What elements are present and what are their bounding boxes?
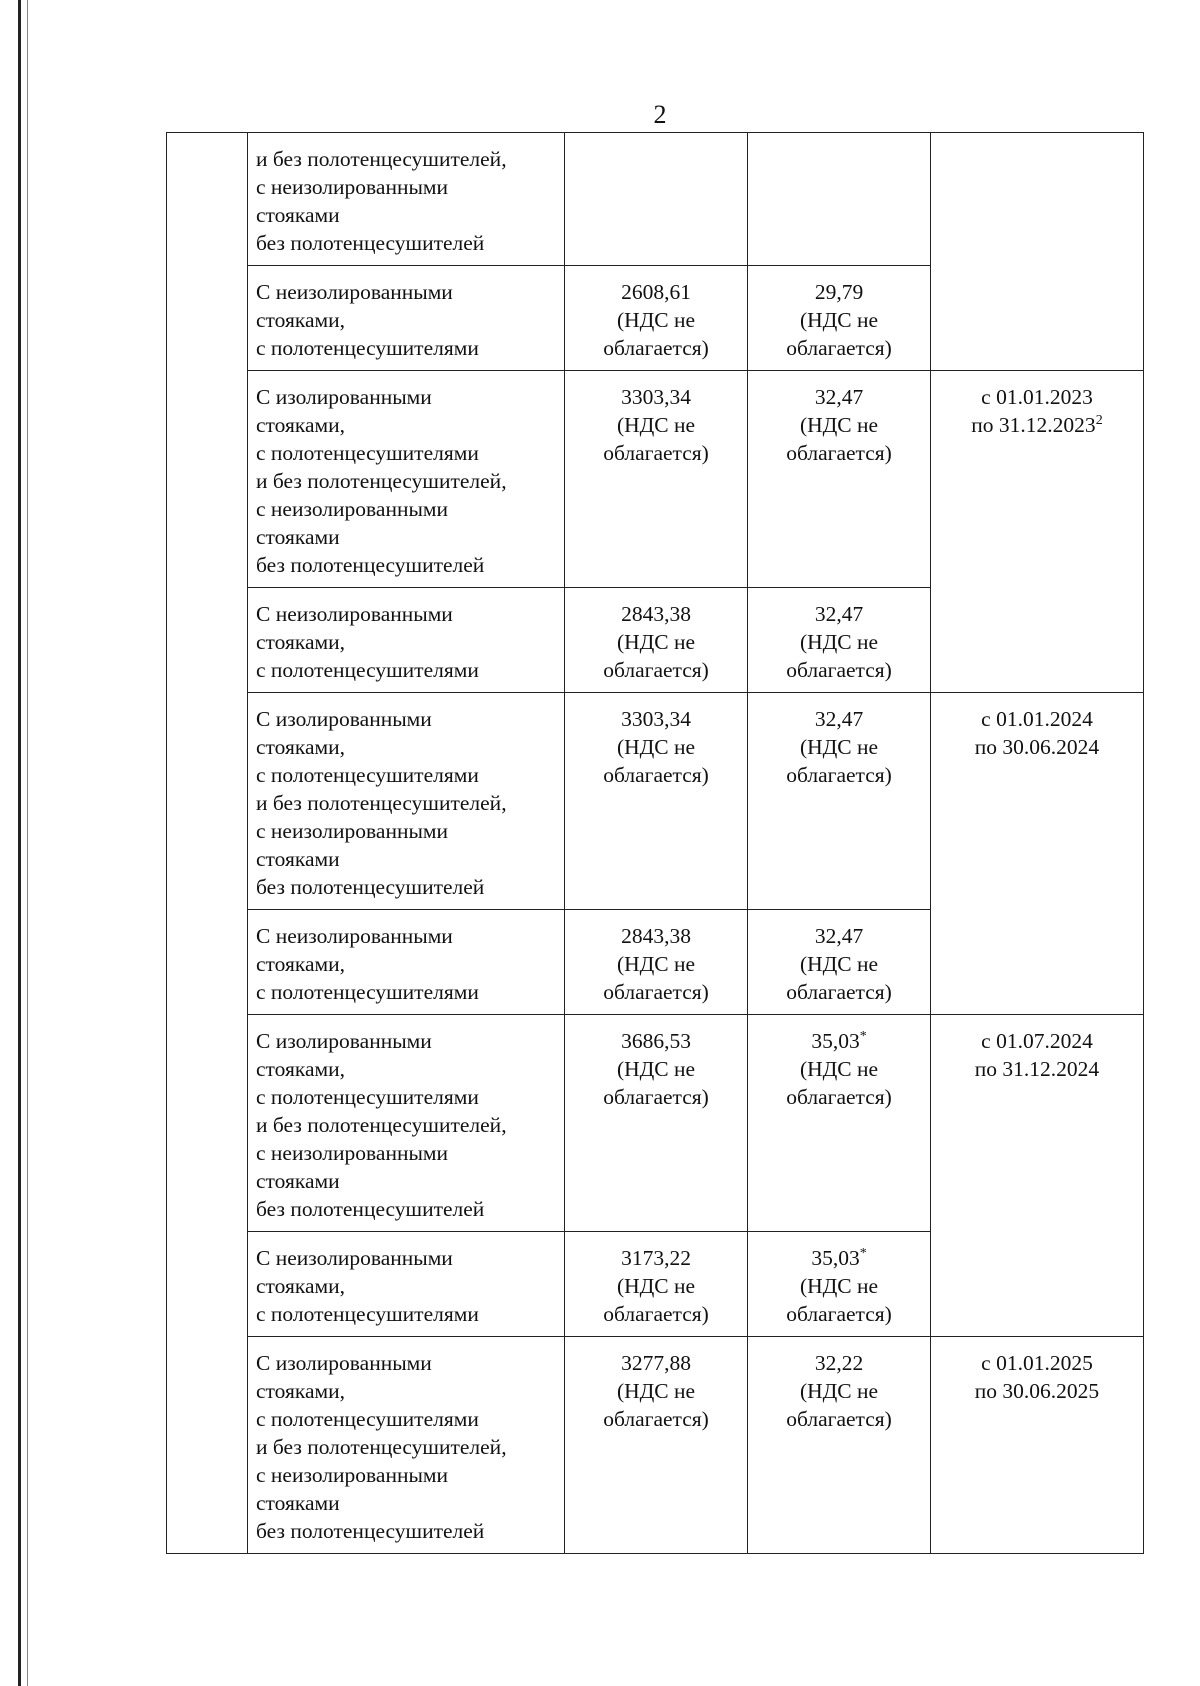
cell-line: с полотенцесушителями bbox=[256, 980, 479, 1004]
footnote-mark: * bbox=[859, 1245, 867, 1261]
cell-line: с полотенцесушителями bbox=[256, 336, 479, 360]
table-row bbox=[167, 133, 1144, 266]
cell-line: облагается) bbox=[786, 336, 892, 360]
cell-line: с полотенцесушителями bbox=[256, 1407, 479, 1431]
cell-line: по 31.12.2024 bbox=[974, 1057, 1100, 1081]
cell-line: (НДС не bbox=[616, 952, 696, 976]
page-number: 2 bbox=[653, 100, 667, 129]
tariff-price-cell bbox=[565, 1232, 748, 1337]
cell-line: 3173,22 bbox=[621, 1246, 691, 1270]
cell-line: с полотенцесушителями bbox=[256, 441, 479, 465]
cell-line: облагается) bbox=[786, 658, 892, 682]
cell-line: 32,22 bbox=[814, 1351, 864, 1375]
cell-line: С изолированными bbox=[256, 707, 432, 731]
cell-line: облагается) bbox=[786, 1085, 892, 1109]
cell-line: облагается) bbox=[786, 441, 892, 465]
footnote-mark: * bbox=[859, 1028, 867, 1044]
cell-line: облагается) bbox=[786, 763, 892, 787]
tariff-price-cell bbox=[565, 693, 748, 910]
cell-line: стояками, bbox=[256, 735, 346, 759]
tariff-price-cell bbox=[565, 371, 748, 588]
footnote-mark: 2 bbox=[1095, 412, 1103, 428]
cell-line: облагается) bbox=[603, 441, 709, 465]
norm-value-cell bbox=[748, 133, 931, 266]
cell-line: (НДС не bbox=[616, 308, 696, 332]
cell-line: С изолированными bbox=[256, 1029, 432, 1053]
cell-line: с 01.07.2024 bbox=[981, 1029, 1093, 1053]
cell-line: (НДС не bbox=[616, 630, 696, 654]
cell-line: облагается) bbox=[603, 658, 709, 682]
validity-period-cell bbox=[931, 693, 1144, 1015]
scan-edge-line bbox=[18, 0, 21, 1686]
cell-line: 2843,38 bbox=[621, 602, 691, 626]
tariff-price-cell bbox=[565, 266, 748, 371]
description-cell bbox=[248, 133, 565, 266]
tariff-price-cell bbox=[565, 133, 748, 266]
tariff-price-cell bbox=[565, 1015, 748, 1232]
cell-line: 32,47 bbox=[814, 602, 864, 626]
cell-line: (НДС не bbox=[616, 413, 696, 437]
cell-line: стояками, bbox=[256, 952, 346, 976]
cell-line: и без полотенцесушителей, bbox=[256, 791, 507, 815]
cell-line: 29,79 bbox=[814, 280, 864, 304]
cell-line: 35,03* bbox=[811, 1245, 867, 1270]
cell-line: и без полотенцесушителей, bbox=[256, 1113, 507, 1137]
norm-value-cell bbox=[748, 1015, 931, 1232]
description-cell bbox=[248, 910, 565, 1015]
cell-line: по 30.06.2025 bbox=[974, 1379, 1100, 1403]
cell-line: с 01.01.2025 bbox=[981, 1351, 1093, 1375]
cell-line: С неизолированными bbox=[256, 602, 453, 626]
cell-line: 2608,61 bbox=[621, 280, 691, 304]
description-cell bbox=[248, 1337, 565, 1554]
cell-line: 3303,34 bbox=[621, 707, 691, 731]
description-cell bbox=[248, 1015, 565, 1232]
cell-line: стояками, bbox=[256, 1057, 346, 1081]
cell-line: 32,47 bbox=[814, 385, 864, 409]
table-row bbox=[167, 1015, 1144, 1232]
cell-line: с неизолированными bbox=[256, 1141, 449, 1165]
cell-line: (НДС не bbox=[799, 1379, 879, 1403]
cell-line: (НДС не bbox=[616, 1274, 696, 1298]
cell-line: стояками, bbox=[256, 1274, 346, 1298]
cell-line: (НДС не bbox=[799, 413, 879, 437]
cell-line: 3303,34 bbox=[621, 385, 691, 409]
cell-line: по 30.06.2024 bbox=[974, 735, 1100, 759]
cell-line: 3277,88 bbox=[621, 1351, 691, 1375]
validity-period-cell bbox=[931, 1337, 1144, 1554]
description-cell bbox=[248, 1232, 565, 1337]
norm-value-cell bbox=[748, 371, 931, 588]
cell-line: (НДС не bbox=[799, 308, 879, 332]
cell-line: облагается) bbox=[603, 1407, 709, 1431]
tariff-price-cell bbox=[565, 910, 748, 1015]
cell-line: с неизолированными bbox=[256, 497, 449, 521]
description-cell bbox=[248, 371, 565, 588]
description-cell bbox=[248, 588, 565, 693]
cell-line: (НДС не bbox=[616, 735, 696, 759]
cell-line: 2843,38 bbox=[621, 924, 691, 948]
cell-line: без полотенцесушителей bbox=[256, 1519, 485, 1543]
cell-line: (НДС не bbox=[616, 1379, 696, 1403]
cell-line: облагается) bbox=[603, 1085, 709, 1109]
cell-line: с полотенцесушителями bbox=[256, 1085, 479, 1109]
cell-line: 35,03* bbox=[811, 1028, 867, 1053]
cell-line: и без полотенцесушителей, bbox=[256, 469, 507, 493]
cell-line: с полотенцесушителями bbox=[256, 1302, 479, 1326]
cell-line: (НДС не bbox=[799, 1057, 879, 1081]
cell-line: без полотенцесушителей bbox=[256, 553, 485, 577]
cell-line: 32,47 bbox=[814, 707, 864, 731]
cell-line: с полотенцесушителями bbox=[256, 658, 479, 682]
cell-line: С неизолированными bbox=[256, 1246, 453, 1270]
cell-line: с 01.01.2023 bbox=[981, 385, 1093, 409]
cell-line: (НДС не bbox=[799, 735, 879, 759]
norm-value-cell bbox=[748, 910, 931, 1015]
cell-line: облагается) bbox=[786, 1302, 892, 1326]
norm-value-cell bbox=[748, 1232, 931, 1337]
cell-line: облагается) bbox=[786, 980, 892, 1004]
cell-line: 32,47 bbox=[814, 924, 864, 948]
cell-line: стояками bbox=[256, 1169, 340, 1193]
tariff-table-body bbox=[167, 133, 1144, 1554]
cell-line: облагается) bbox=[603, 763, 709, 787]
cell-line: (НДС не bbox=[799, 630, 879, 654]
cell-line: облагается) bbox=[786, 1407, 892, 1431]
cell-line: С неизолированными bbox=[256, 280, 453, 304]
norm-value-cell bbox=[748, 266, 931, 371]
cell-line: с 01.01.2024 bbox=[981, 707, 1093, 731]
cell-line: стояками, bbox=[256, 413, 346, 437]
cell-line: стояками, bbox=[256, 1379, 346, 1403]
tariff-table bbox=[166, 132, 1144, 1554]
cell-line: и без полотенцесушителей, bbox=[256, 1435, 507, 1459]
row-number-cell bbox=[167, 133, 248, 1554]
tariff-price-cell bbox=[565, 588, 748, 693]
description-cell bbox=[248, 266, 565, 371]
cell-line: С изолированными bbox=[256, 1351, 432, 1375]
cell-line: стояками bbox=[256, 525, 340, 549]
table-row bbox=[167, 371, 1144, 588]
cell-line: стояками bbox=[256, 847, 340, 871]
cell-line: без полотенцесушителей bbox=[256, 231, 485, 255]
cell-line: облагается) bbox=[603, 1302, 709, 1326]
cell-line: без полотенцесушителей bbox=[256, 1197, 485, 1221]
cell-line: с неизолированными bbox=[256, 819, 449, 843]
description-cell bbox=[248, 693, 565, 910]
cell-line: и без полотенцесушителей, bbox=[256, 147, 507, 171]
scan-edge-line-secondary bbox=[27, 0, 28, 1686]
cell-line: С неизолированными bbox=[256, 924, 453, 948]
cell-line: облагается) bbox=[603, 980, 709, 1004]
cell-line: по 31.12.2023$^2$ bbox=[971, 412, 1103, 437]
norm-value-cell bbox=[748, 588, 931, 693]
cell-line: стояками bbox=[256, 203, 340, 227]
validity-period-cell bbox=[931, 1015, 1144, 1337]
cell-line: С изолированными bbox=[256, 385, 432, 409]
cell-line: с полотенцесушителями bbox=[256, 763, 479, 787]
cell-line: (НДС не bbox=[616, 1057, 696, 1081]
cell-line: стояками bbox=[256, 1491, 340, 1515]
cell-line: облагается) bbox=[603, 336, 709, 360]
cell-line: с неизолированными bbox=[256, 175, 449, 199]
cell-line: стояками, bbox=[256, 630, 346, 654]
norm-value-cell bbox=[748, 693, 931, 910]
cell-line: (НДС не bbox=[799, 952, 879, 976]
norm-value-cell bbox=[748, 1337, 931, 1554]
tariff-price-cell bbox=[565, 1337, 748, 1554]
cell-line: без полотенцесушителей bbox=[256, 875, 485, 899]
validity-period-cell bbox=[931, 133, 1144, 371]
table-row bbox=[167, 693, 1144, 910]
table-row bbox=[167, 1337, 1144, 1554]
cell-line: с неизолированными bbox=[256, 1463, 449, 1487]
validity-period-cell bbox=[931, 371, 1144, 693]
cell-line: 3686,53 bbox=[621, 1029, 691, 1053]
cell-line: стояками, bbox=[256, 308, 346, 332]
cell-line: (НДС не bbox=[799, 1274, 879, 1298]
